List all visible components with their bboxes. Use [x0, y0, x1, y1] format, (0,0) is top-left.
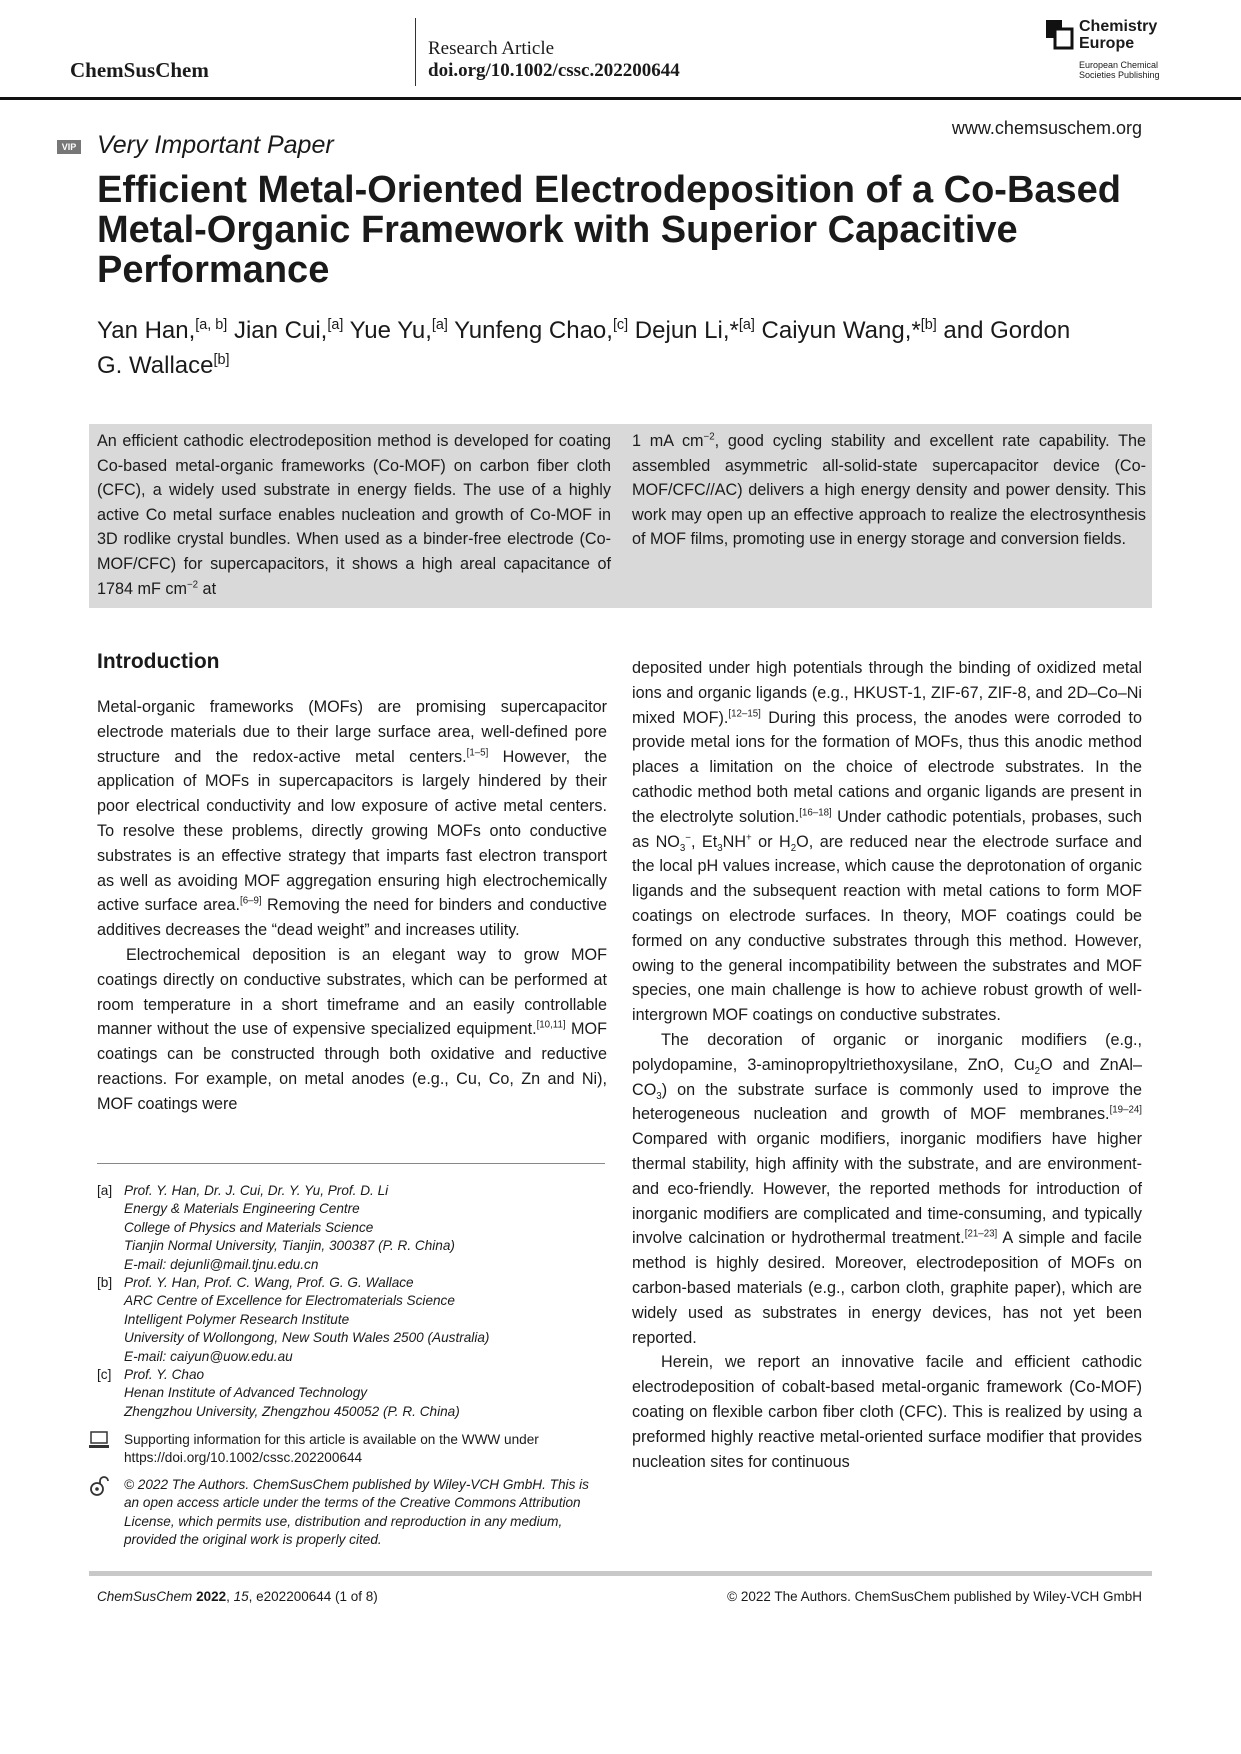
logo-title: Chemistry Europe — [1079, 18, 1158, 52]
section-heading-introduction: Introduction — [97, 650, 220, 673]
author: and Gordon G. Wallace[b] — [97, 317, 1071, 379]
affiliation — [97, 1366, 607, 1421]
text-run: or H — [751, 832, 791, 851]
footer-citation: ChemSusChem 2022, 15, e202200644 (1 of 8) — [97, 1589, 378, 1604]
affiliation-line: Henan Institute of Advanced Technology — [124, 1385, 368, 1401]
right-column-text — [632, 656, 1142, 1474]
author-affiliation-mark: [b] — [920, 317, 937, 333]
author-affiliation-mark: [a] — [738, 317, 755, 333]
vip-label: Very Important Paper — [97, 131, 334, 159]
citation: [6–9] — [240, 895, 262, 907]
author-affiliation-mark: [a] — [327, 317, 344, 333]
chemistry-europe-logo-icon — [1046, 20, 1074, 50]
text-run: MOF coatings can be constructed through both oxidative and reductive reactions. For example, on metal anodes (e.g., Cu, Co, Zn and Ni), MOF coatings were — [97, 1020, 608, 1113]
text-run: Metal-organic frameworks (MOFs) are promising supercapacitor electrode materials due to their large surface area, well-defined pore structure and the redox-active metal centers. — [97, 698, 607, 766]
author: Yue Yu,[a] — [343, 317, 448, 344]
author-affiliation-mark: [b] — [213, 352, 230, 368]
affiliation-label: [b] — [97, 1275, 113, 1291]
affiliation — [97, 1182, 607, 1274]
affiliation-line: College of Physics and Materials Science — [124, 1219, 374, 1235]
article-title: Efficient Metal-Oriented Electrodeposition of a Co-Based Metal-Organic Framework with Superior Capacitive Performance — [97, 169, 1122, 291]
text-run: O and ZnAl–CO — [632, 1055, 1142, 1099]
citation: [19–24] — [1109, 1104, 1142, 1116]
email-link[interactable]: E-mail: caiyun@uow.edu.au — [124, 1348, 293, 1364]
affiliation-line: Prof. Y. Han, Prof. C. Wang, Prof. G. G. Wallace — [124, 1275, 414, 1291]
text-run: A simple and facile method is highly desired. Moreover, electrodeposition of MOFs on carbon-based materials (e.g., carbon cloth, graphite paper), which are widely used as substrates in energy devices, has not yet been reported. — [632, 1229, 1142, 1347]
header-rule — [0, 97, 1241, 100]
author: Yan Han,[a, b] — [97, 317, 228, 344]
affiliations — [97, 1182, 607, 1421]
affiliation-line: Tianjin Normal University, Tianjin, 300387 (P. R. China) — [124, 1238, 455, 1254]
affiliation — [97, 1274, 607, 1366]
abstract-left: An efficient cathodic electrodeposition method is developed for coating Co-based metal-organic frameworks (Co-MOF) on carbon fiber cloth (CFC), a widely used substrate in energy fields. The use of a highly active Co metal surface enables nucleation and growth of Co-MOF in 3D rodlike crystal bundles. When used as a binder-free electrode (Co-MOF/CFC) for supercapacitors, it shows a high areal capacitance of 1784 mF $cm^{-2}$ at — [97, 432, 611, 598]
author: Dejun Li,*[a] — [628, 317, 755, 344]
paragraph — [632, 1028, 1142, 1350]
abstract-right: 1 mA $cm^{-2}$, good cycling stability and excellent rate capability. The assembled asymmetric all-solid-state supercapacitor device (Co-MOF/CFC//AC) delivers a high energy density and power density. This work may open up an effective approach to realize the electrosynthesis of MOF films, promoting use in energy storage and conversion fields. — [632, 431, 1146, 549]
author-affiliation-mark: [c] — [612, 317, 629, 333]
affiliation-line: Intelligent Polymer Research Institute — [124, 1311, 350, 1327]
affiliation-line: University of Wollongong, New South Wales 2500 (Australia) — [124, 1330, 490, 1346]
license-statement — [97, 1476, 607, 1550]
footer-rule — [89, 1571, 1152, 1576]
abstract-box — [89, 424, 1152, 608]
doi-link[interactable]: doi.org/10.1002/cssc.202200644 — [428, 60, 680, 81]
subscript: 2 — [1034, 1065, 1041, 1077]
journal-website-link[interactable]: www.chemsuschem.org — [951, 118, 1142, 138]
journal-name: ChemSusChem — [70, 58, 209, 82]
affiliation-line: Prof. Y. Han, Dr. J. Cui, Dr. Y. Yu, Prof. D. Li — [124, 1183, 389, 1198]
open-access-lock-icon — [89, 1476, 109, 1496]
affiliation-line: ARC Centre of Excellence for Electromaterials Science — [124, 1293, 455, 1309]
text-run: Under cathodic potentials, probases, such as NO — [632, 807, 1142, 851]
license-text: © 2022 The Authors. ChemSusChem published by Wiley-VCH GmbH. This is an open access article under the terms of the Creative Commons Attribution License, which permits use, distribution and reproduction in any medium, provided the original work is properly cited. — [124, 1477, 589, 1548]
subscript: 3 — [656, 1090, 662, 1102]
text-run: NH — [722, 832, 747, 851]
text-run: However, the application of MOFs in supercapacitors is largely hindered by their poor electrical conductivity and low exposure of active metal centers. To resolve these problems, directly growing MOFs onto conductive substrates is an effective strategy that imparts fast electron transport as well as avoiding MOF aggregation ensuring high electrochemically active surface area. — [97, 747, 607, 915]
publisher-logo[interactable] — [1046, 18, 1176, 80]
author-list — [97, 313, 1097, 383]
citation: [1–5] — [466, 747, 489, 759]
author: Jian Cui,[a] — [227, 317, 344, 344]
text-run: Removing the need for binders and conductive additives decreases the “dead weight” and increases utility. — [97, 896, 608, 940]
left-column-text — [97, 695, 607, 1117]
citation: [16–18] — [799, 807, 832, 819]
email-link[interactable]: E-mail: dejunli@mail.tjnu.edu.cn — [124, 1256, 319, 1272]
affiliation-line: Energy & Materials Engineering Centre — [124, 1201, 360, 1217]
vip-icon: VIP — [57, 140, 81, 154]
text-run: deposited under high potentials through the binding of oxidized metal ions and organic ligands (e.g., HKUST-1, ZIF-67, ZIF-8, and 2D–Co–Ni mixed MOF). — [632, 659, 1142, 727]
paragraph — [97, 943, 607, 1117]
text-run: O, are reduced near the electrode surface and the local pH values increase, which cause the deprotonation of organic ligands and the subsequent reaction with metal cations to form MOF coatings on electrode surfaces. In theory, MOF coatings could be formed on any conductive substrates through this method. However, owing to the general incompatibility between the substrates and MOF species, one main challenge is how to achieve robust growth of well-intergrown MOF coatings on conductive substrates. — [632, 832, 1142, 1025]
paragraph — [632, 1350, 1142, 1474]
author: Yunfeng Chao,[c] — [447, 317, 629, 344]
logo-subtitle: European Chemical Societies Publishing — [1079, 60, 1160, 80]
affiliation-label: [c] — [97, 1367, 112, 1383]
subscript: 3 — [717, 842, 723, 854]
text-run: The decoration of organic or inorganic modifiers (e.g., polydopamine, 3-aminopropyltriethoxysilane, ZnO, Cu — [632, 1030, 1142, 1074]
citation: [21–23] — [964, 1228, 998, 1240]
supporting-info-text[interactable]: Supporting information for this article is available on the WWW under https://doi.org/10.1002/cssc.202200644 — [124, 1432, 539, 1466]
subscript: 3 — [679, 842, 686, 854]
article-type: Research Article — [428, 38, 555, 59]
paragraph — [632, 656, 1142, 1028]
author-affiliation-mark: [a] — [431, 317, 448, 333]
text-run: Compared with organic modifiers, inorganic modifiers have higher thermal stability, high affinity with the substrate, and are environment- and eco-friendly. However, the reported methods for introduction of inorganic modifiers are complicated and time-consuming, and typically involve calcination or hydrothermal treatment. — [632, 1130, 1142, 1248]
citation: + — [746, 832, 752, 844]
affiliation-label: [a] — [97, 1183, 113, 1198]
text-run: Herein, we report an innovative facile and efficient cathodic electrodeposition of cobalt-based metal-organic framework (Co-MOF) coating on flexible carbon fiber cloth (CFC). This is realized by using a preformed highly reactive metal-oriented surface modifier that provides nucleation sites for continuous — [632, 1353, 1142, 1471]
computer-icon — [89, 1431, 109, 1449]
citation: − — [685, 832, 691, 844]
footnote-rule — [97, 1163, 605, 1164]
supporting-info — [97, 1431, 607, 1468]
text-run: During this process, the anodes were corroded to provide metal ions for the formation of MOFs, thus this anodic method places a limitation on the choice of electrode substrates. In the cathodic method both metal cations and organic ligands are present in the electrolyte solution. — [632, 708, 1143, 826]
citation: [12–15] — [728, 708, 761, 720]
author-affiliation-mark: [a, b] — [195, 317, 228, 333]
affiliation-line: Prof. Y. Chao — [124, 1367, 205, 1383]
footer-copyright: © 2022 The Authors. ChemSusChem published by Wiley-VCH GmbH — [727, 1589, 1142, 1604]
affiliation-line: Zhengzhou University, Zhengzhou 450052 (P. R. China) — [124, 1403, 460, 1419]
text-run: Electrochemical deposition is an elegant way to grow MOF coatings directly on conductive substrates, which can be performed at room temperature in a short timeframe and an easily controllable manner without the use of expensive specialized equipment. — [97, 945, 607, 1039]
author: Caiyun Wang,*[b] — [754, 317, 937, 344]
subscript: 2 — [790, 842, 797, 854]
text-run: , Et — [690, 832, 718, 851]
header-divider — [415, 18, 416, 86]
text-run: ) on the substrate surface is commonly used to improve the heterogeneous nucleation and growth of MOF membranes. — [632, 1080, 1142, 1124]
paragraph — [97, 695, 607, 943]
citation: [10,11] — [536, 1019, 566, 1031]
